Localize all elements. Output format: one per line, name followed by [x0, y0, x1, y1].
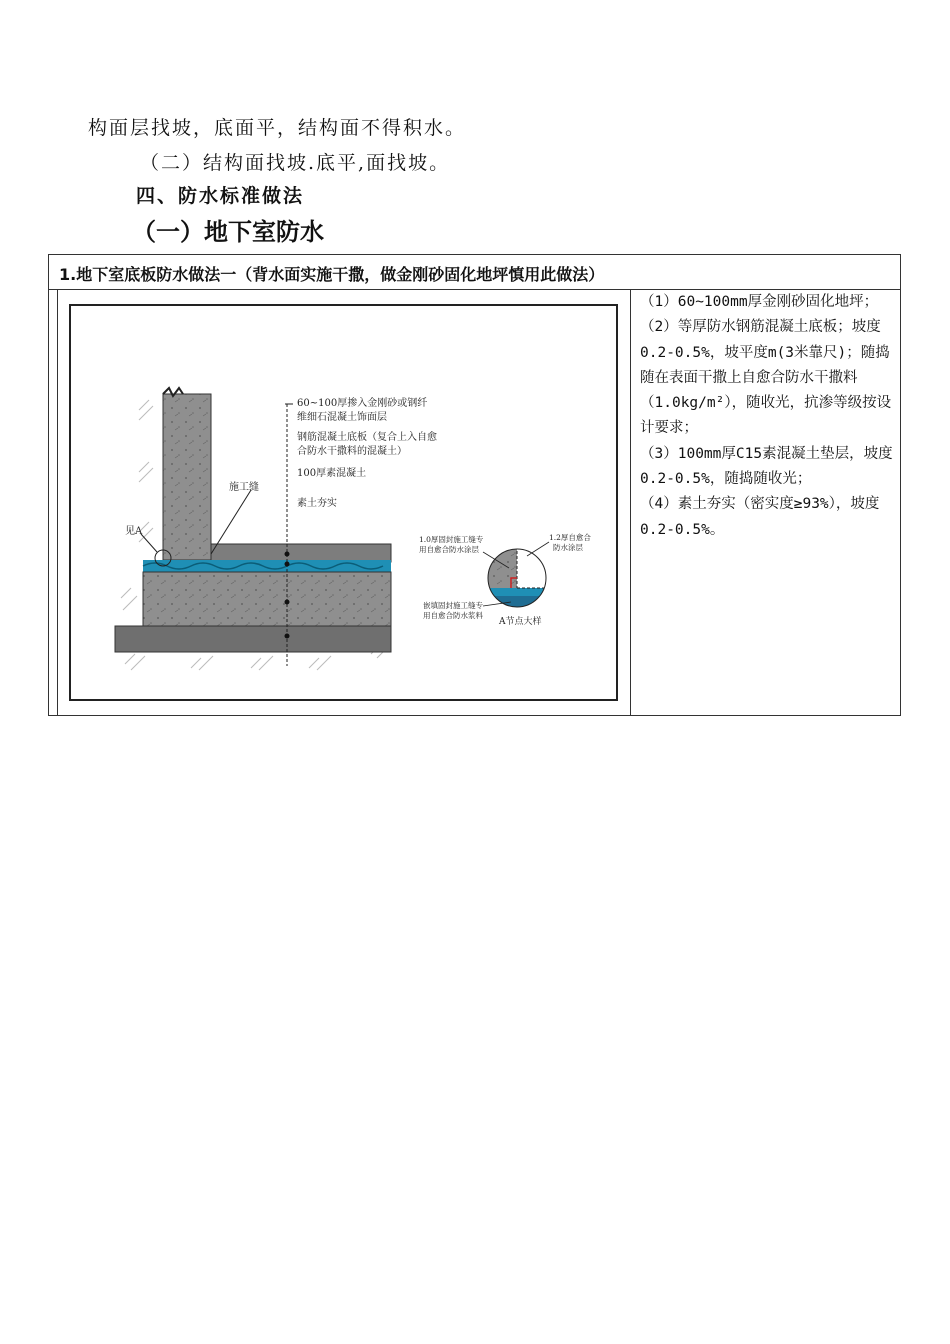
note-item-1: （1）60~100mm厚金刚砂固化地坪； [640, 294, 879, 310]
note-item-4: （4）素土夯实（密实度≥93%），坡度0.2-0.5%。 [640, 496, 880, 538]
label-layer3: 100厚素混凝土 [297, 468, 367, 479]
label-layer4: 素土夯实 [297, 498, 337, 509]
base-concrete [115, 626, 391, 652]
detail-a [419, 532, 591, 627]
detail-label-right-b: 防水涂层 [553, 543, 583, 552]
label-layer1-b: 维细石混凝土饰面层 [297, 412, 387, 423]
subsection-heading: （一）地下室防水 [132, 218, 324, 246]
paragraph-line-1: 构面层找坡，底面平，结构面不得积水。 [88, 117, 467, 139]
detail-label-bottom-a: 嵌填固封施工缝专 [423, 601, 483, 610]
section-heading: 四、防水标准做法 [136, 185, 305, 207]
table-gap-line [57, 290, 58, 715]
label-layer2-b: 合防水干撒料的混凝土） [297, 446, 407, 457]
paragraph-line-2: （二）结构面找坡.底平,面找坡。 [140, 152, 451, 174]
label-layer2-a: 钢筋混凝土底板（复合上入自愈 [297, 432, 437, 443]
label-see-a: 见A [125, 526, 143, 537]
waterproof-layer [143, 560, 391, 572]
table-title: 1.地下室底板防水做法一（背水面实施干撒，做金刚砂固化地坪慎用此做法） [49, 255, 900, 290]
construction-drawing [69, 304, 618, 701]
table-divider [630, 290, 631, 715]
label-layer1-a: 60~100厚掺入金刚砂或钢纤 [297, 398, 428, 409]
structural-slab [143, 572, 391, 626]
note-item-2: （2）等厚防水钢筋混凝土底板；坡度0.2-0.5%，坡平度m(3米靠尺)；随捣随在表面干撒上自愈合防水干撒料（1.0kg/m²），随收光，抗渗等级按设计要求； [640, 319, 892, 437]
method-table [48, 254, 901, 716]
detail-label-right-a: 1.2厚自愈合 [549, 533, 591, 542]
label-joint: 施工缝 [229, 482, 259, 493]
note-item-3: （3）100mm厚C15素混凝土垫层，坡度0.2-0.5%，随捣随收光； [640, 445, 893, 488]
finish-layer [211, 544, 391, 562]
detail-label-bottom-b: 用自愈合防水浆料 [423, 611, 483, 620]
notes-column [640, 290, 902, 543]
detail-label-left-b: 用自愈合防水涂层 [419, 545, 479, 554]
wall [163, 394, 211, 560]
section-detail-svg [71, 306, 616, 699]
detail-label-left-a: 1.0厚固封施工缝专 [419, 535, 484, 544]
detail-title: A节点大样 [499, 617, 542, 627]
